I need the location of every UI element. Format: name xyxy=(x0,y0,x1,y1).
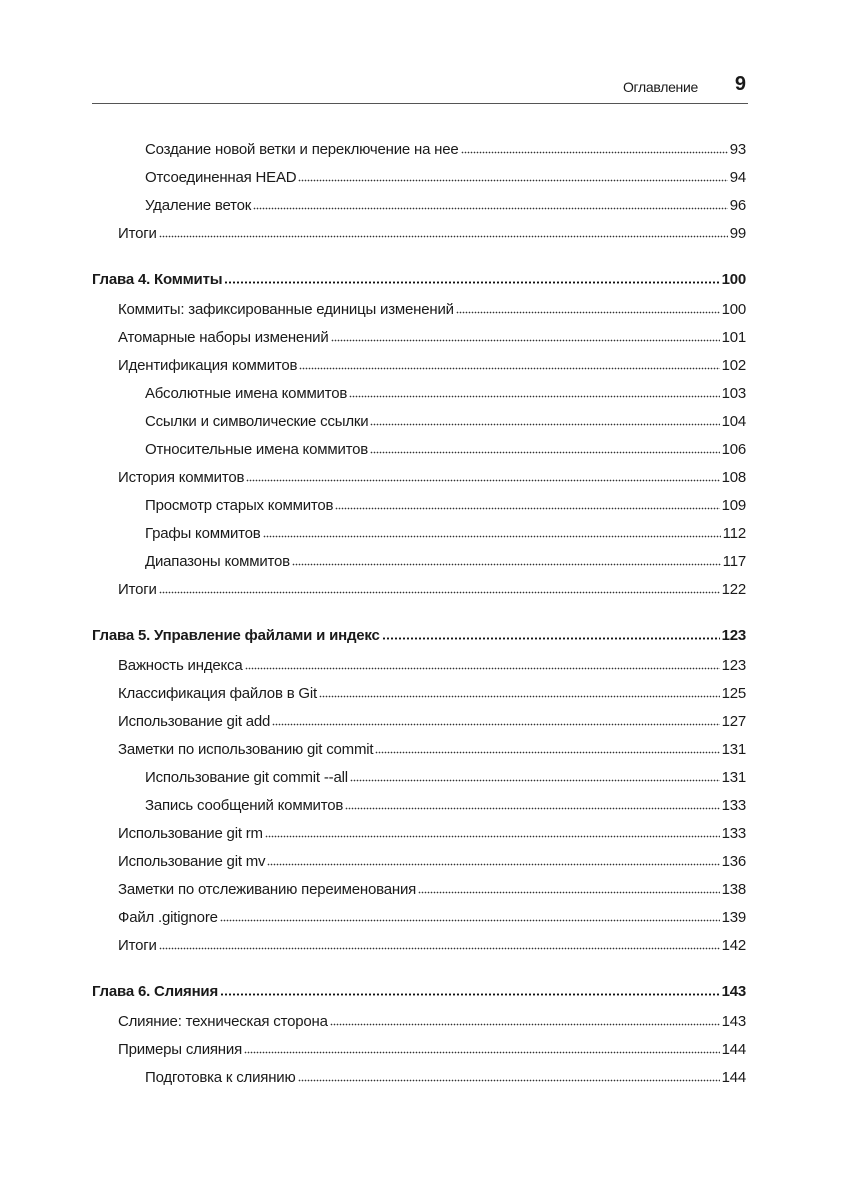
dot-leader xyxy=(244,1051,720,1054)
toc-entry-title: Графы коммитов xyxy=(145,525,261,542)
dot-leader xyxy=(159,591,720,594)
toc-entry-page: 133 xyxy=(721,797,746,814)
toc-chapter-entry[interactable] xyxy=(92,627,746,655)
dot-leader xyxy=(350,779,720,782)
toc-entry-title: Заметки по отслеживанию переименования xyxy=(118,881,417,898)
dot-leader xyxy=(220,919,720,922)
dot-leader xyxy=(375,751,719,754)
dot-leader xyxy=(245,667,720,670)
toc-entry[interactable] xyxy=(92,225,746,253)
toc-entry-title: Удаление веток xyxy=(145,197,252,214)
toc-entry-title: Использование git add xyxy=(118,713,271,730)
toc-entry[interactable] xyxy=(92,1069,746,1097)
dot-leader xyxy=(331,339,720,342)
toc-entry-page: 127 xyxy=(721,713,746,730)
dot-leader xyxy=(272,723,719,726)
toc-entry[interactable] xyxy=(92,741,746,769)
toc-entry-title: Коммиты: зафиксированные единицы изменений xyxy=(118,301,454,318)
toc-entry[interactable] xyxy=(92,497,746,525)
toc-chapter-entry[interactable] xyxy=(92,983,746,1011)
toc-entry[interactable] xyxy=(92,329,746,357)
dot-leader xyxy=(456,311,720,314)
toc-entry[interactable] xyxy=(92,937,746,965)
toc-entry-page: 108 xyxy=(721,469,746,486)
toc-entry-title: Использование git mv xyxy=(118,853,266,870)
toc-entry-page: 136 xyxy=(721,853,746,870)
toc-entry-title: Относительные имена коммитов xyxy=(145,441,369,458)
toc-entry-title: Использование git rm xyxy=(118,825,263,842)
dot-leader xyxy=(345,807,719,810)
toc-entry-page: 125 xyxy=(721,685,746,702)
toc-entry[interactable] xyxy=(92,197,746,225)
toc-entry-page: 100 xyxy=(721,271,746,288)
dot-leader xyxy=(220,993,720,996)
dot-leader xyxy=(330,1023,720,1026)
toc-entry-page: 123 xyxy=(721,627,746,644)
toc-entry-page: 102 xyxy=(721,357,746,374)
toc-entry[interactable] xyxy=(92,909,746,937)
toc-entry-title: Важность индекса xyxy=(118,657,243,674)
dot-leader xyxy=(263,535,721,538)
dot-leader xyxy=(382,637,720,640)
toc-entry[interactable] xyxy=(92,581,746,609)
toc-entry-page: 122 xyxy=(721,581,746,598)
toc-entry[interactable] xyxy=(92,301,746,329)
toc-entry-page: 100 xyxy=(721,301,746,318)
toc-entry-title: Итоги xyxy=(118,225,157,242)
toc-entry-page: 123 xyxy=(721,657,746,674)
dot-leader xyxy=(267,863,719,866)
toc-entry-page: 93 xyxy=(729,141,746,158)
toc-entry[interactable] xyxy=(92,825,746,853)
dot-leader xyxy=(335,507,719,510)
toc-entry-title: Отсоединенная HEAD xyxy=(145,169,297,186)
toc-entry-title: Идентификация коммитов xyxy=(118,357,298,374)
toc-entry[interactable] xyxy=(92,385,746,413)
toc-entry[interactable] xyxy=(92,553,746,581)
dot-leader xyxy=(224,281,719,284)
toc-entry-page: 104 xyxy=(721,413,746,430)
toc-entry-page: 101 xyxy=(721,329,746,346)
toc-entry-title: История коммитов xyxy=(118,469,245,486)
toc-entry-title: Просмотр старых коммитов xyxy=(145,497,334,514)
toc-entry[interactable] xyxy=(92,881,746,909)
toc-entry-page: 112 xyxy=(722,525,746,542)
dot-leader xyxy=(349,395,719,398)
toc-entry[interactable] xyxy=(92,525,746,553)
header-title: Оглавление xyxy=(622,79,698,95)
toc-entry-title: Создание новой ветки и переключение на нее xyxy=(145,141,459,158)
dot-leader xyxy=(159,947,720,950)
toc-entry[interactable] xyxy=(92,441,746,469)
dot-leader xyxy=(298,179,727,182)
dot-leader xyxy=(253,207,728,210)
toc-entry-title: Файл .gitignore xyxy=(118,909,218,926)
toc-entry-title: Использование git commit --all xyxy=(145,769,348,786)
toc-entry-title: Глава 5. Управление файлами и индекс xyxy=(92,627,380,644)
toc-entry-page: 131 xyxy=(721,741,746,758)
toc-entry-title: Глава 4. Коммиты xyxy=(92,271,223,288)
toc-entry-title: Слияние: техническая сторона xyxy=(118,1013,328,1030)
toc-entry-title: Итоги xyxy=(118,581,157,598)
dot-leader xyxy=(370,451,720,454)
toc-entry-page: 94 xyxy=(729,169,746,186)
toc-entry-page: 99 xyxy=(729,225,746,242)
toc-entry[interactable] xyxy=(92,797,746,825)
dot-leader xyxy=(159,235,728,238)
dot-leader xyxy=(299,367,719,370)
toc-entry[interactable] xyxy=(92,769,746,797)
dot-leader xyxy=(246,479,719,482)
toc-entry-title: Запись сообщений коммитов xyxy=(145,797,344,814)
toc-entry-page: 142 xyxy=(721,937,746,954)
toc-entry-page: 144 xyxy=(721,1041,746,1058)
toc-entry[interactable] xyxy=(92,657,746,685)
toc-entry[interactable] xyxy=(92,413,746,441)
toc-entry[interactable] xyxy=(92,853,746,881)
toc-entry[interactable] xyxy=(92,469,746,497)
toc-entry-title: Примеры слияния xyxy=(118,1041,242,1058)
toc-entry-title: Подготовка к слиянию xyxy=(145,1069,296,1086)
table-of-contents xyxy=(92,141,746,1097)
toc-entry-page: 144 xyxy=(721,1069,746,1086)
toc-entry[interactable] xyxy=(92,357,746,385)
toc-entry[interactable] xyxy=(92,1013,746,1041)
toc-entry-title: Глава 6. Слияния xyxy=(92,983,219,1000)
dot-leader xyxy=(298,1079,720,1082)
toc-entry-title: Классификация файлов в Git xyxy=(118,685,317,702)
toc-entry-title: Итоги xyxy=(118,937,157,954)
toc-entry-page: 117 xyxy=(722,553,746,570)
toc-entry-title: Абсолютные имена коммитов xyxy=(145,385,348,402)
toc-entry-page: 106 xyxy=(721,441,746,458)
toc-entry[interactable] xyxy=(92,169,746,197)
toc-entry-title: Ссылки и символические ссылки xyxy=(145,413,369,430)
dot-leader xyxy=(418,891,719,894)
toc-entry-page: 138 xyxy=(721,881,746,898)
running-header xyxy=(92,72,748,104)
toc-entry[interactable] xyxy=(92,141,746,169)
toc-entry-title: Диапазоны коммитов xyxy=(145,553,290,570)
toc-entry-page: 133 xyxy=(721,825,746,842)
page-number: 9 xyxy=(734,73,746,95)
toc-entry-page: 143 xyxy=(721,1013,746,1030)
toc-entry-page: 131 xyxy=(721,769,746,786)
toc-entry[interactable] xyxy=(92,1041,746,1069)
dot-leader xyxy=(319,695,720,698)
toc-entry-page: 139 xyxy=(721,909,746,926)
toc-entry[interactable] xyxy=(92,685,746,713)
dot-leader xyxy=(265,835,720,838)
dot-leader xyxy=(461,151,728,154)
toc-entry[interactable] xyxy=(92,713,746,741)
toc-entry-page: 143 xyxy=(721,983,746,1000)
toc-entry-title: Заметки по использованию git commit xyxy=(118,741,374,758)
toc-entry-title: Атомарные наборы изменений xyxy=(118,329,329,346)
toc-entry-page: 96 xyxy=(729,197,746,214)
toc-entry-page: 103 xyxy=(721,385,746,402)
toc-entry-page: 109 xyxy=(721,497,746,514)
dot-leader xyxy=(292,563,721,566)
dot-leader xyxy=(370,423,719,426)
toc-chapter-entry[interactable] xyxy=(92,271,746,299)
